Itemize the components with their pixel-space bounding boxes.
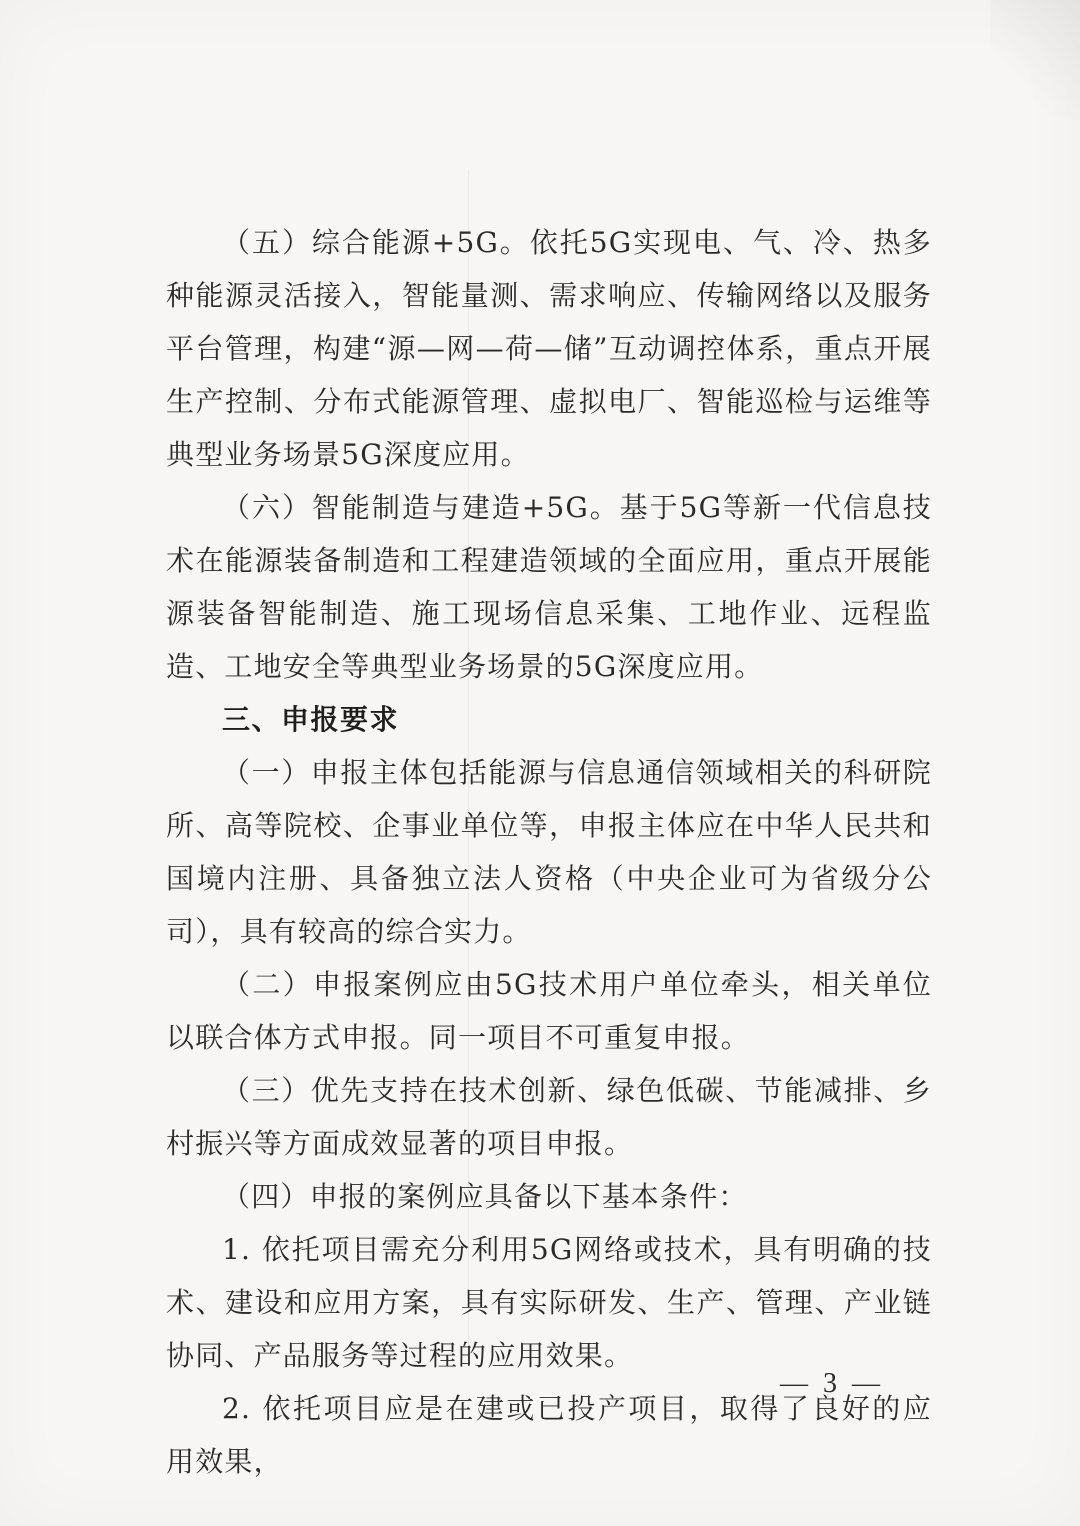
paragraph-requirement-3: （三）优先支持在技术创新、绿色低碳、节能减排、乡村振兴等方面成效显著的项目申报。 [166,1074,932,1160]
paragraph-requirement-4: （四）申报的案例应具备以下基本条件： [222,1180,748,1213]
page-number: — 3 — [780,1368,884,1399]
paragraph-requirement-1: （一）申报主体包括能源与信息通信领域相关的科研院所、高等院校、企事业单位等，申报主体应在中华人民共和国境内注册、具备独立法人资格（中央企业可为省级分公司），具有较高的综合实力。 [166,756,932,948]
paragraph-smart-manufacturing: （六）智能制造与建造+5G。基于5G等新一代信息技术在能源装备制造和工程建造领域的全面应用，重点开展能源装备智能制造、施工现场信息采集、工地作业、远程监造、工地安全等典型业务场景的5G深度应用。 [166,491,932,683]
paragraph-requirement-2: （二）申报案例应由5G技术用户单位牵头，相关单位以联合体方式申报。同一项目不可重复申报。 [166,968,932,1054]
section-heading-requirements: 三、申报要求 [222,703,400,736]
paragraph-comprehensive-energy: （五）综合能源+5G。依托5G实现电、气、冷、热多种能源灵活接入，智能量测、需求响应、传输网络以及服务平台管理，构建“源—网—荷—储”互动调控体系，重点开展生产控制、分布式能源管理、虚拟电厂、智能巡检与运维等典型业务场景5G深度应用。 [166,226,932,471]
document-body [166,216,932,1488]
scan-corner-shadow [990,0,1080,120]
paragraph-condition-1: 1. 依托项目需充分利用5G网络或技术，具有明确的技术、建设和应用方案，具有实际研发、生产、管理、产业链协同、产品服务等过程的应用效果。 [166,1233,932,1372]
paragraph-condition-2: 2. 依托项目应是在建或已投产项目，取得了良好的应用效果， [166,1392,932,1478]
